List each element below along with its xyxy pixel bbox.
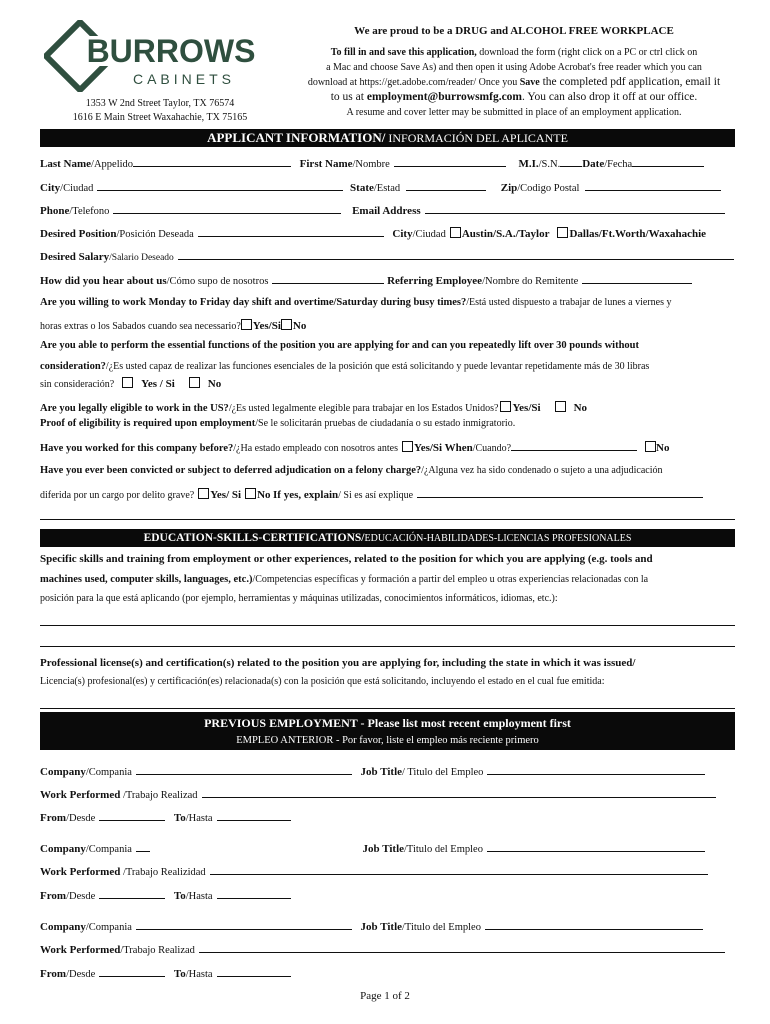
label-es: /Appelido [91,159,134,170]
job-title-field[interactable] [487,764,705,775]
job-title-field[interactable] [487,841,705,852]
question-text: Are you willing to work Monday to Friday day shift and overtime/Saturday during busy times? [40,297,467,308]
question-es: posición para la que está aplicando (por ejemplo, herramientas y máquinas utilizadas, conocimientos informáticos, idiomas, etc.): [40,593,558,604]
email-label: Email Address [352,205,421,217]
employment-2-dates-row [40,888,735,904]
zip-field[interactable] [585,180,721,191]
checkbox-no[interactable] [245,488,256,499]
question-text: Have you ever been convicted or subject to deferred adjudication on a felony charge? [40,465,422,476]
question-es: Licencia(s) profesional(es) y certificación(es) relacionada(s) con la posición que está solicitando, incluyendo el estado en el cual fue emitida: [40,676,605,687]
checkbox-austin[interactable] [450,227,461,238]
job-title-label: Job Title [360,766,403,778]
label-es: /Hasta [185,891,213,902]
label-es: /Posición Deseada [116,229,194,240]
label-es: / Si es así explique [338,490,414,501]
salary-label: Desired Salary [40,251,110,263]
question-es: diferida por un cargo por delito grave? [40,490,195,501]
label-es: /Ciudad [60,183,94,194]
question-text: Are you legally eligible to work in the US? [40,403,229,414]
salary-row [40,249,735,265]
q-felony [40,464,735,478]
label-es: /Titulo del Empleo [404,844,483,855]
city-field[interactable] [97,180,343,191]
label-es: /Nombre [352,159,390,170]
phone-label: Phone [40,205,70,217]
answer-line[interactable] [40,708,735,709]
explain-label: If yes, explain [273,489,339,501]
no-label: No [656,442,670,454]
label-es: /Cómo supo de nosotros [166,276,269,287]
label-es: /Desde [66,813,96,824]
checkbox-yes[interactable] [198,488,209,499]
label-es: /Compania [85,767,132,778]
label-es: /Salario Deseado [109,253,174,263]
to-field[interactable] [217,966,291,977]
header-es: INFORMACIÓN DEL APLICANTE [385,131,568,145]
label-es: /Cuando? [472,443,512,454]
explain-field[interactable] [417,487,703,498]
yes-label: Yes/Si [413,442,443,454]
resume-note: A resume and cover letter may be submitted in place of an employment application. [346,107,682,118]
question-es: /Competencias específicas y formación a partir del empleo u otras experiencias relacionadas con la [252,574,649,585]
q-work-schedule [40,296,735,310]
label-es: /Desde [66,891,96,902]
date-field[interactable] [632,156,704,167]
question-es: /Se le solicitarán pruebas de ciudadanía o su estado inmigratorio. [255,418,516,429]
answer-line[interactable] [40,519,735,520]
page-number: Page 1 of 2 [360,990,410,1002]
last-name-field[interactable] [133,156,291,167]
question-text: Proof of eligibility is required upon employment [40,418,256,429]
q-essential-functions-answer [40,377,735,392]
work-performed-field[interactable] [202,787,716,798]
location-label: City [392,228,413,240]
city-row [40,180,735,196]
checkbox-dallas[interactable] [557,227,568,238]
yes-label: Yes/Si [252,320,281,332]
skills-question [40,552,735,567]
employment-1-work-row [40,787,735,803]
header-es: EDUCACIÓN-HABILIDADES-LICENCIAS PROFESIONALES [364,533,632,544]
location-option-dallas: Dallas/Ft.Worth/Waxahachie [569,228,707,240]
company-label: Company [40,766,86,778]
referring-field[interactable] [582,273,692,284]
label-es: /Telefono [69,206,110,217]
job-title-label: Job Title [362,843,405,855]
yes-label: Yes / Si [141,378,175,390]
label-es: /Hasta [185,813,213,824]
position-row [40,226,735,242]
referring-label: Referring Employee [387,275,483,287]
to-field[interactable] [217,810,291,821]
from-label: From [40,890,67,902]
checkbox-yes[interactable] [122,377,133,388]
drug-free-notice: We are proud to be a DRUG and ALCOHOL FREE WORKPLACE [354,25,674,37]
question-es: /¿Es usted capaz de realizar las funciones esenciales de la posición que está solicitando y puede levantar repetidamente más de 30 libras [105,361,650,372]
label-es: /Codigo Postal [517,183,580,194]
proof-eligibility [40,417,735,431]
skills-question-3 [40,592,735,606]
to-field[interactable] [217,888,291,899]
question-text: Specific skills and training from employment or other experiences, related to the position for which you are applying (e.g. tools and [40,553,653,565]
name-row [40,156,735,172]
label-es: /Compania [85,922,132,933]
label-es: /S.N. [538,159,561,170]
to-label: To [173,812,186,824]
from-field[interactable] [99,966,165,977]
license-question [40,656,735,671]
employment-3-company-row [40,919,735,935]
company-label: Company [40,843,86,855]
license-question-2 [40,675,735,689]
first-name-label: First Name [299,158,353,170]
zip-label: Zip [500,182,518,194]
checkbox-no[interactable] [281,319,292,330]
question-es: sin consideración? [40,379,115,390]
intro-text: the completed pdf application, email it [539,76,721,88]
question-text: Professional license(s) and certification(s) related to the position you are applying for, including the state in which it was issued/ [40,657,636,669]
question-text: consideration? [40,361,106,372]
company-field[interactable] [136,919,352,930]
address-line-1: 1353 W 2nd Street Taylor, TX 76574 [85,98,235,109]
from-field[interactable] [99,810,165,821]
work-performed-label: Work Performed [40,944,121,956]
label-es: /Desde [66,969,96,980]
hear-row [40,273,735,289]
q-work-schedule-answer [40,319,735,334]
when-label: When [444,442,473,454]
work-performed-field[interactable] [210,864,708,875]
from-field[interactable] [99,888,165,899]
first-name-field[interactable] [394,156,506,167]
employment-3-work-row [40,942,735,958]
employment-1-company-row [40,764,735,780]
applicant-section-header [40,129,735,147]
salary-field[interactable] [178,249,734,260]
employment-3-dates-row [40,966,735,982]
label-es: /Trabajo Realizidad [120,867,206,878]
checkbox-no[interactable] [189,377,200,388]
q-worked-before [40,440,735,456]
employment-1-dates-row [40,810,735,826]
work-performed-label: Work Performed [40,866,121,878]
q-felony-answer [40,487,735,503]
checkbox-yes[interactable] [241,319,252,330]
question-text: Are you able to perform the essential functions of the position you are applying for and can you repeatedly lift over 30 pounds without [40,340,640,351]
header-en: APPLICANT INFORMATION/ [207,130,386,145]
q-legal-eligibility [40,401,735,416]
intro-text: . You can also drop it off at our office. [522,91,698,103]
to-label: To [173,890,186,902]
hear-label: How did you hear about us [40,275,167,287]
logo-wordmark: BURROWS [86,33,256,69]
from-label: From [40,968,67,980]
q-essential-functions-2 [40,360,735,374]
company-field[interactable] [136,841,150,852]
question-es: /¿Alguna vez ha sido condenado o sujeto a una adjudicación [421,465,663,476]
phone-row [40,203,735,219]
yes-label: Yes/ Si [210,489,242,501]
company-label: Company [40,921,86,933]
mi-label: M.I. [518,158,539,170]
education-section-header [40,529,735,547]
header-en: PREVIOUS EMPLOYMENT - Please list most recent employment first [204,716,571,730]
logo-subtitle: CABINETS [132,71,236,87]
label-es: /Titulo del Empleo [402,922,481,933]
label-es: /Estad [373,183,401,194]
employment-2-company-row [40,841,735,857]
work-performed-label: Work Performed [40,789,121,801]
question-es: /¿Es usted legalmente elegible para trabajar en los Estados Unidos? [228,403,499,414]
intro-text: a Mac and choose Save As) and then open it using Adobe Acrobat's free reader which you can [326,62,702,73]
header-es: EMPLEO ANTERIOR - Por favor, liste el empleo más reciente primero [236,735,539,746]
question-text: machines used, computer skills, languages, etc.) [40,574,253,585]
checkbox-yes[interactable] [500,401,511,412]
job-title-label: Job Title [360,921,403,933]
company-address [40,97,280,125]
label-es: /Trabajo Realizad [120,790,198,801]
checkbox-no[interactable] [645,441,656,452]
label-es: /Fecha [604,159,633,170]
hear-field[interactable] [272,273,384,284]
from-label: From [40,812,67,824]
company-logo [44,20,260,92]
location-option-austin: Austin/S.A./Taylor [461,228,550,240]
label-es: /Ciudad [412,229,446,240]
label-es: /Trabajo Realizad [120,945,195,956]
no-label: No [257,489,271,501]
city-label: City [40,182,61,194]
q-essential-functions [40,339,735,353]
state-label: State [350,182,374,194]
date-label: Date [582,158,605,170]
answer-line[interactable] [40,625,735,626]
header-en: EDUCATION-SKILLS-CERTIFICATIONS/ [143,532,365,544]
label-es: /Hasta [185,969,213,980]
intro-bold: Save [519,77,540,88]
mi-field[interactable] [560,156,582,167]
label-es: /Compania [85,844,132,855]
employment-2-work-row [40,864,735,880]
company-field[interactable] [136,764,352,775]
employment-section-header [40,712,735,750]
to-label: To [173,968,186,980]
intro-text: download at https://get.adobe.com/reader/ Once you [307,77,520,88]
email-link[interactable]: employment@burrowsmfg.com [366,91,523,103]
email-field[interactable] [425,203,725,214]
no-label: No [573,402,588,414]
intro-text: download the form (right click on a PC or ctrl click on [476,47,698,58]
position-label: Desired Position [40,228,117,240]
label-es: / Titulo del Empleo [402,767,484,778]
state-field[interactable] [406,180,486,191]
intro-bold: To fill in and save this application, [330,47,477,58]
question-es: /¿Ha estado empleado con nosotros antes [233,443,398,454]
checkbox-no[interactable] [555,401,566,412]
intro-block [284,24,744,120]
job-title-field[interactable] [485,919,703,930]
checkbox-yes[interactable] [402,441,413,452]
skills-question-2 [40,573,735,587]
phone-field[interactable] [113,203,341,214]
last-name-label: Last Name [40,158,92,170]
intro-text: to us at [330,91,367,103]
no-label: No [292,320,307,332]
no-label: No [207,378,222,390]
position-field[interactable] [198,226,384,237]
question-es: /Está usted dispuesto a trabajar de lunes a viernes y [466,297,672,308]
answer-line[interactable] [40,646,735,647]
label-es: /Nombre do Remitente [482,276,579,287]
question-es: horas extras o los Sabados cuando sea necessario? [40,321,241,332]
yes-label: Yes/Si [512,402,541,414]
when-field[interactable] [511,440,637,451]
work-performed-field[interactable] [199,942,725,953]
address-line-2: 1616 E Main Street Waxahachie, TX 75165 [72,112,248,123]
question-text: Have you worked for this company before? [40,443,234,454]
